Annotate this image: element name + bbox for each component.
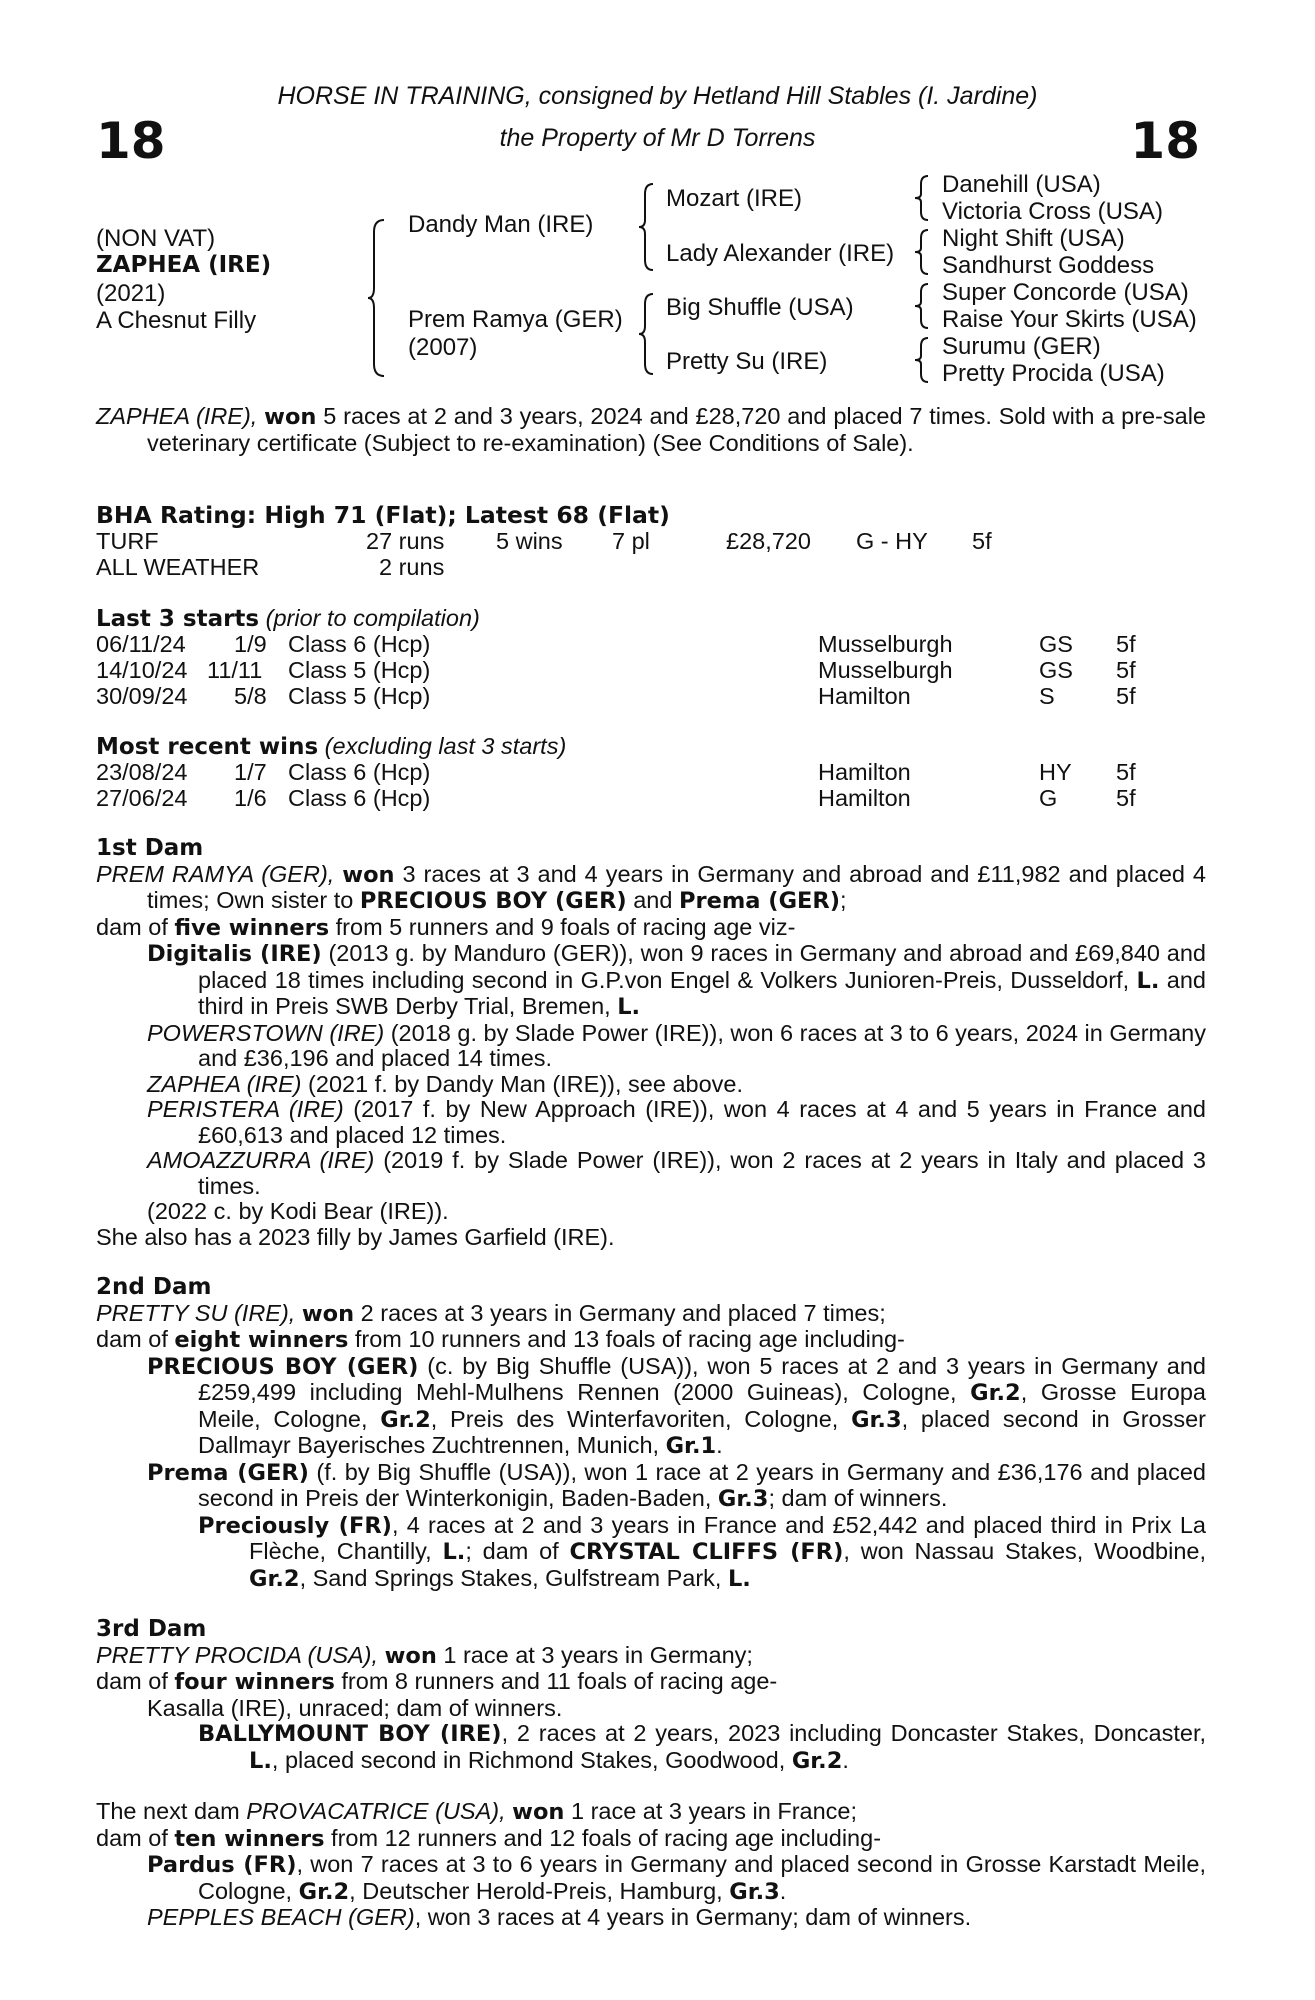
sire-name: Dandy Man (IRE) <box>408 211 594 238</box>
dam-sire: Big Shuffle (USA) <box>666 294 854 321</box>
horse-year: (2021) <box>96 280 166 307</box>
gg-3: Night Shift (USA) <box>942 225 1125 252</box>
pedigree-bracket <box>366 218 390 378</box>
gg-bracket-1 <box>912 174 932 222</box>
lot-number-left: 18 <box>96 112 166 170</box>
second-dam-heading: 2nd Dam <box>96 1274 212 1300</box>
produce-pepples-beach: PEPPLES BEACH (GER), won 3 races at 4 years in Germany; dam of winners. <box>147 1904 972 1930</box>
gg-7: Surumu (GER) <box>942 333 1101 360</box>
produce-2023-filly: She also has a 2023 filly by James Garfield (IRE). <box>96 1223 615 1250</box>
dam-bracket <box>637 292 659 376</box>
gg-bracket-2 <box>912 228 932 276</box>
horse-description: A Chesnut Filly <box>96 307 257 334</box>
property-line: the Property of Mr D Torrens <box>499 124 816 152</box>
second-dam-produce: dam of eight winners from 10 runners and 13 foals of racing age including- <box>96 1326 905 1353</box>
sire-dam: Lady Alexander (IRE) <box>666 240 895 267</box>
dam-dam: Pretty Su (IRE) <box>666 348 828 375</box>
next-dam-produce: dam of ten winners from 12 runners and 12 foals of racing age including- <box>96 1824 882 1852</box>
gg-6: Raise Your Skirts (USA) <box>942 306 1197 333</box>
third-dam-record: PRETTY PROCIDA (USA), won 1 race at 3 years in Germany; <box>96 1641 753 1669</box>
gg-bracket-4 <box>912 336 932 384</box>
first-dam-record: PREM RAMYA (GER), won 3 races at 3 and 4 years in Germany and abroad and £11,982 and placed 4 times; Own sister to PRECIOUS BOY (GER) and Prema (GER); <box>96 860 1206 914</box>
produce-2022-colt: (2022 c. by Kodi Bear (IRE)). <box>147 1198 449 1224</box>
recent-wins-heading: Most recent wins (excluding last 3 starts) <box>96 733 567 760</box>
produce-preciously: Preciously (FR), 4 races at 2 and 3 years in France and £52,442 and placed third in Prix La Flèche, Chantilly, L.; dam of CRYSTAL CLIFFS (FR), won Nassau Stakes, Woodbine, Gr.2, Sand Springs Stakes, Gulfstream Park, L. <box>198 1511 1207 1592</box>
gg-bracket-3 <box>912 282 932 330</box>
gg-5: Super Concorde (USA) <box>942 279 1189 306</box>
third-dam-heading: 3rd Dam <box>96 1616 207 1642</box>
gg-2: Victoria Cross (USA) <box>942 198 1163 225</box>
third-dam-produce: dam of four winners from 8 runners and 11 foals of racing age- <box>96 1668 778 1695</box>
gg-8: Pretty Procida (USA) <box>942 360 1165 387</box>
produce-pardus: Pardus (FR), won 7 races at 3 to 6 years in Germany and placed second in Grosse Karstadt Meile, Cologne, Gr.2, Deutscher Herold-Preis, Hamburg, Gr.3. <box>147 1851 1207 1905</box>
horse-name: ZAPHEA (IRE) <box>96 252 272 278</box>
lot-number-right: 18 <box>1130 112 1200 170</box>
produce-amoazzurra: AMOAZZURRA (IRE) (2019 f. by Slade Power (IRE)), won 2 races at 2 years in Italy and placed 3 times. <box>147 1147 1206 1199</box>
next-dam-record: The next dam PROVACATRICE (USA), won 1 race at 3 years in France; <box>96 1798 858 1825</box>
sire-bracket <box>637 182 659 272</box>
gg-4: Sandhurst Goddess <box>942 252 1155 279</box>
dam-year: (2007) <box>408 334 478 361</box>
last-3-starts-heading: Last 3 starts (prior to compilation) <box>96 605 480 632</box>
dam-name: Prem Ramya (GER) <box>408 306 623 333</box>
produce-prema: Prema (GER) (f. by Big Shuffle (USA)), won 1 race at 2 years in Germany and £36,176 and placed second in Preis der Winterkonigin, Baden-Baden, Gr.3; dam of winners. <box>147 1458 1206 1512</box>
produce-ballymount-boy: BALLYMOUNT BOY (IRE), 2 races at 2 years, 2023 including Doncaster Stakes, Doncaster, L., placed second in Richmond Stakes, Goodwood, Gr.2. <box>198 1720 1206 1774</box>
vat-status: (NON VAT) <box>96 225 216 252</box>
summary: ZAPHEA (IRE), won 5 races at 2 and 3 years, 2024 and £28,720 and placed 7 times. Sold with a pre-sale veterinary certificate (Subject to re-examination) (See Conditions of Sale). <box>96 403 1206 456</box>
bha-rating: BHA Rating: High 71 (Flat); Latest 68 (Flat) <box>96 501 670 529</box>
produce-precious-boy: PRECIOUS BOY (GER) (c. by Big Shuffle (USA)), won 5 races at 2 and 3 years in Germany and £259,499 including Mehl-Mulhens Rennen (2000 Guineas), Cologne, Gr.2, Grosse Europa Meile, Cologne, Gr.2, Preis des Winterfavoriten, Cologne, Gr.3, placed second in Grosser Dallmayr Bayerisches Zuchtrennen, Munich, Gr.1. <box>147 1352 1206 1459</box>
produce-peristera: PERISTERA (IRE) (2017 f. by New Approach (IRE)), won 4 races at 4 and 5 years in France and £60,613 and placed 12 times. <box>147 1096 1206 1148</box>
gg-1: Danehill (USA) <box>942 171 1101 198</box>
produce-kasalla: Kasalla (IRE), unraced; dam of winners. <box>147 1694 563 1721</box>
produce-digitalis: Digitalis (IRE) (2013 g. by Manduro (GER)), won 9 races in Germany and abroad and £69,840 and placed 18 times including second in G.P.von Engel & Volkers Junioren-Preis, Dusseldorf, L. and third in Preis SWB Derby Trial, Bremen, L. <box>147 940 1206 1020</box>
produce-powerstown: POWERSTOWN (IRE) (2018 g. by Slade Power (IRE)), won 6 races at 3 to 6 years, 2024 in Germany and £36,196 and placed 14 times. <box>147 1019 1207 1071</box>
first-dam-produce: dam of five winners from 5 runners and 9 foals of racing age viz- <box>96 913 796 941</box>
dam-sections <box>96 836 1206 1931</box>
consignor-line: HORSE IN TRAINING, consigned by Hetland Hill Stables (I. Jardine) <box>277 82 1038 110</box>
second-dam-record: PRETTY SU (IRE), won 2 races at 3 years in Germany and placed 7 times; <box>96 1299 886 1327</box>
first-dam-heading: 1st Dam <box>96 835 204 861</box>
sire-sire: Mozart (IRE) <box>666 185 803 212</box>
produce-zaphea: ZAPHEA (IRE) (2021 f. by Dandy Man (IRE)), see above. <box>147 1070 744 1097</box>
